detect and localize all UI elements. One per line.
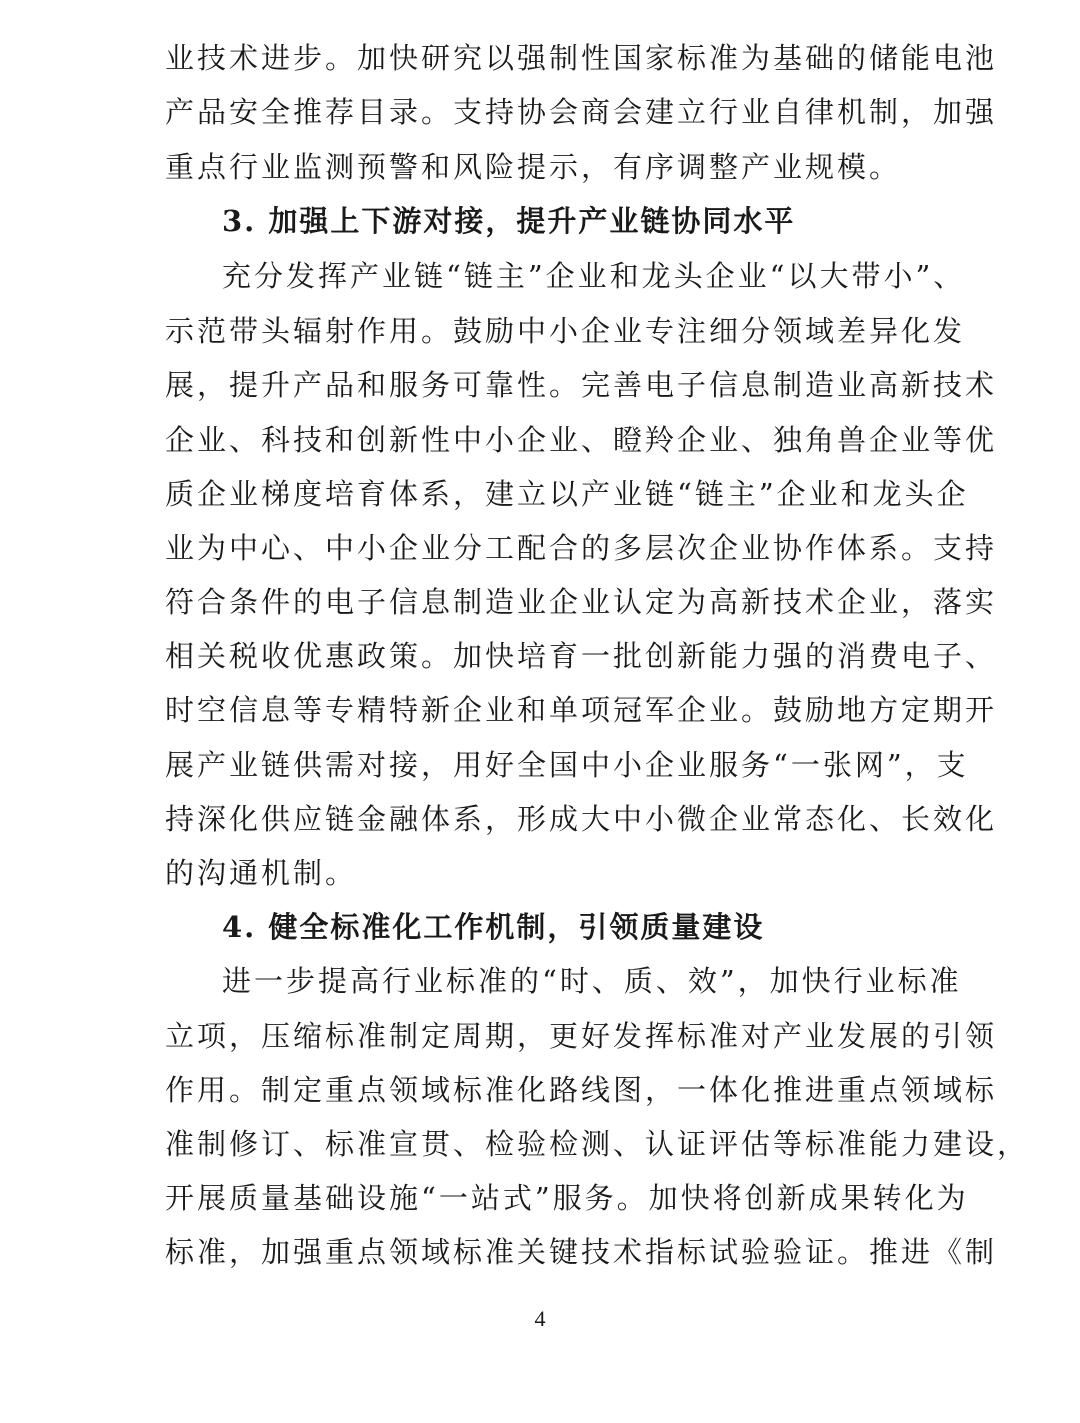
text-line: 开展质量基础设施“一站式”服务。加快将创新成果转化为 [165, 1181, 969, 1215]
text-line: 展产业链供需对接，用好全国中小企业服务“一张网”，支 [165, 748, 969, 782]
page-number: 4 [534, 1306, 546, 1331]
text-line: 展，提升产品和服务可靠性。完善电子信息制造业高新技术 [165, 368, 998, 402]
text-line: 立项，压缩标准制定周期，更好发挥标准对产业发展的引领 [165, 1019, 998, 1053]
text-line: 充分发挥产业链“链主”企业和龙头企业“以大带小”、 [222, 259, 966, 293]
text-line: 时空信息等专精特新企业和单项冠军企业。鼓励地方定期开 [165, 693, 998, 727]
text-line: 业为中心、中小企业分工配合的多层次企业协作体系。支持 [165, 531, 998, 565]
text-line: 标准，加强重点领域标准关键技术指标试验验证。推进《制 [165, 1235, 998, 1269]
text-line: 进一步提高行业标准的“时、质、效”，加快行业标准 [222, 964, 962, 998]
text-line: 相关税收优惠政策。加快培育一批创新能力强的消费电子、 [165, 639, 998, 673]
text-line: 符合条件的电子信息制造业企业认定为高新技术企业，落实 [165, 585, 998, 619]
text-line: 业技术进步。加快研究以强制性国家标准为基础的储能电池 [165, 41, 998, 75]
text-line: 准制修订、标准宣贯、检验检测、认证评估等标准能力建设， [165, 1127, 1030, 1161]
text-line: 持深化供应链金融体系，形成大中小微企业常态化、长效化 [165, 802, 998, 836]
text-line: 产品安全推荐目录。支持协会商会建立行业自律机制，加强 [165, 95, 998, 129]
section-heading-4: 4. 健全标准化工作机制，引领质量建设 [222, 910, 765, 944]
section-heading-3: 3. 加强上下游对接，提升产业链协同水平 [222, 204, 796, 238]
text-line: 示范带头辐射作用。鼓励中小企业专注细分领域差异化发 [165, 314, 966, 348]
text-line: 的沟通机制。 [165, 856, 358, 890]
text-line: 质企业梯度培育体系，建立以产业链“链主”企业和龙头企 [165, 477, 969, 511]
text-line: 作用。制定重点领域标准化路线图，一体化推进重点领域标 [165, 1073, 998, 1107]
text-line: 重点行业监测预警和风险提示，有序调整产业规模。 [165, 150, 902, 184]
text-line: 企业、科技和创新性中小企业、瞪羚企业、独角兽企业等优 [165, 423, 998, 457]
